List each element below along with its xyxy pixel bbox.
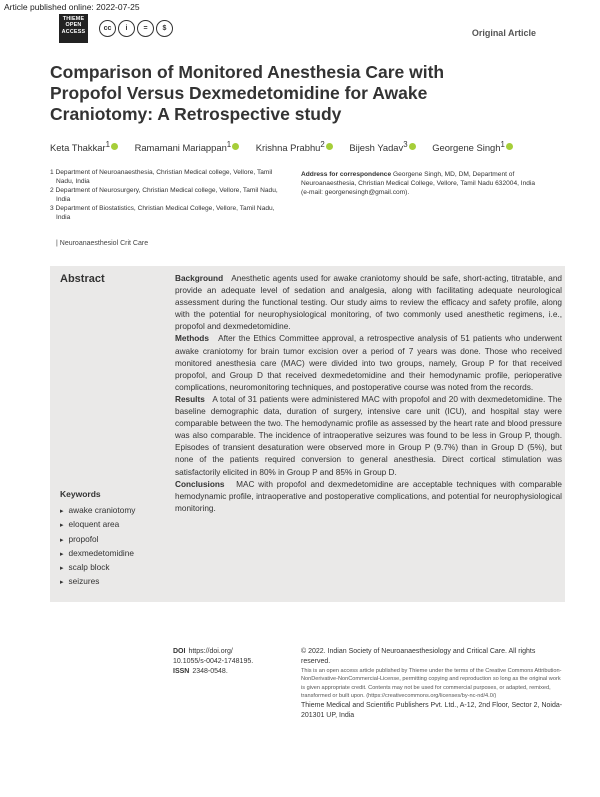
logo-line: OPEN [65,22,82,29]
keyword: ▸ awake craniotomy [60,504,135,518]
keyword: ▸ dexmedetomidine [60,547,135,561]
author[interactable]: Krishna Prabhu$^2$ [256,142,333,153]
keyword: ▸ scalp block [60,561,135,575]
orcid-icon[interactable] [409,143,416,150]
abstract-section [175,273,562,333]
abstract-section [175,479,562,515]
affiliation: 3 Department of Biostatistics, Christian Medical College, Vellore, Tamil Nadu, India [50,205,275,221]
section-text: MAC with propofol and dexmedetomidine are acceptable techniques with comparable hemodynamic profile, intraoperative and postoperative complications, and potential for neurophysiological monitoring. [175,479,562,513]
nc-icon: $ [156,20,173,37]
logo-line: THIEME [62,16,85,22]
journal-name: | Neuroanaesthesiol Crit Care [56,240,149,247]
keyword: ▸ eloquent area [60,518,135,532]
section-label: Background [175,274,224,283]
keyword: ▸ propofol [60,533,135,547]
affiliations [50,168,290,222]
doi-label: DOI [173,648,186,655]
section-label: Results [175,394,205,404]
author-list [50,140,527,153]
author[interactable]: Keta Thakkar$^1$ [50,142,118,153]
orcid-icon[interactable] [111,143,118,150]
abstract-heading: Abstract [60,273,105,285]
keywords-list [60,504,135,590]
nd-icon: = [137,20,154,37]
affiliation: 2 Department of Neurosurgery, Christian Medical college, Vellore, Tamil Nadu, India [50,187,278,203]
publisher: Thieme Medical and Scientific Publishers Pvt. Ltd., A-12, 2nd Floor, Sector 2, Noida-201301 UP, India [301,701,563,719]
orcid-icon[interactable] [506,143,513,150]
section-text: A total of 31 patients were administered MAC with propofol and 20 with dexmedetomidine. The baseline demographic data, duration of surgery, intensive care unit (ICU), and hospital stay were comparable between the two. The hemodynamic profile as assessed by the heart rate and blood pressure was also comparable. The incidence of intraoperative seizures was found to be less in Group P, though. Episodes of transient desaturation were observed more in Group P (9.7%) than in Group D (5%), but none of the patients required conversion to general anesthesia. Direct cortical stimulation was satisfactorily elicited in 80% in Group P and 85% in Group D. [175,394,562,477]
correspondence-label: Address for correspondence [301,171,392,178]
section-text: After the Ethics Committee approval, a retrospective analysis of 51 patients who underwent awake craniotomy for brain tumor excision over a period of 7 years was done. Those who received monitored anesthesia care (MAC) were divided into two groups, namely, Group P for that received propofol, and Group D that received dexmedetomidine and their hemodynamic profile, perioperative complications, neuromonitoring techniques, and postoperative course was noted from the records. [175,334,563,392]
by-icon: i [118,20,135,37]
license-text: This is an open access article published by Thieme under the terms of the Creative Commons Attribution-NonDerivative-NonCommercial-License, permitting copying and reproduction so long as the original work is given appropriate credit. Contents may not be used for commercial purposes, or adapted, remixed, transformed or built upon. (https://creativecommons.org/licenses/by-nc-nd/4.0/) [301,667,562,700]
keyword: ▸ seizures [60,575,135,589]
copyright: © 2022. Indian Society of Neuroanaesthesiology and Critical Care. All rights reserved. [301,648,536,665]
license-icons [99,20,173,37]
publication-date: Article published online: 2022-07-25 [4,2,140,12]
section-text: Anesthetic agents used for awake craniotomy should be safe, short-acting, titratable, and provide an adequate level of sedation and analgesia, along with facilitating adequate neurological assessment during the functional testing. Our study aims to review the efficacy and safety profile, along with the potential for neurophysiological monitoring, of two commonly used anesthetic regimens, i.e., propofol and dexmedetomidine. [175,274,563,332]
author[interactable]: Ramamani Mariappan$^1$ [135,142,240,153]
article-title: Comparison of Monitored Anesthesia Care with Propofol Versus Dexmedetomidine for Awake Craniotomy: A Retrospective study [50,62,445,124]
section-label: Methods [175,334,209,344]
doi-value: 10.1055/s-0042-1748195. [173,658,254,665]
logo-line: ACCESS [61,28,86,35]
section-label: Conclusions [175,479,225,489]
keywords-heading: Keywords [60,489,101,499]
orcid-icon[interactable] [232,143,239,150]
issn-label: ISSN [173,668,190,675]
correspondence-text: Georgene Singh, MD, DM, Department of Neuroanaesthesia, Christian Medical College, Vellore, Tamil Nadu 632004, India (e-mail: georgenesingh@gmail.com). [301,171,536,196]
orcid-icon[interactable] [326,143,333,150]
article-type: Original Article [471,28,536,38]
thieme-open-access-logo [59,14,88,43]
author[interactable]: Georgene Singh$^1$ [432,142,513,153]
cc-icon: cc [99,20,116,37]
abstract-body [175,273,562,515]
correspondence [301,170,541,197]
author[interactable]: Bijesh Yadav$^3$ [349,142,415,153]
doi-block [173,647,253,677]
issn-value: 2348-0548. [192,668,228,675]
doi-link[interactable]: https://doi.org/ [188,648,233,655]
abstract-section [175,333,562,393]
abstract-section [175,394,562,479]
copyright-block [301,647,566,721]
affiliation: 1 Department of Neuroanaesthesia, Christian Medical college, Vellore, Tamil Nadu, India [50,169,273,185]
